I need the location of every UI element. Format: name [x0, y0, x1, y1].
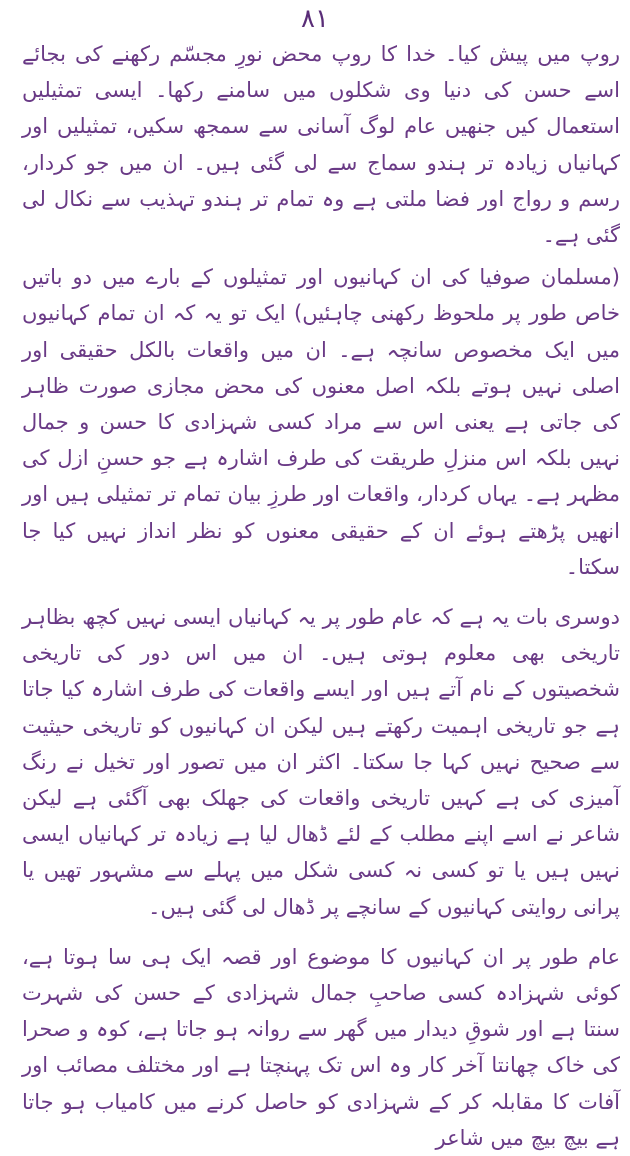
paragraph-4: عام طور پر ان کہانیوں کا موضوع اور قصہ ایک ہی سا ہوتا ہے، کوئی شہزادہ کسی صاحبِ جمال شہزادی کے حسن کی شہرت سنتا ہے اور شوقِ دیدار میں گھر سے روانہ ہو جاتا ہے، کوہ و صحرا کی خاک چھانتا آخر کار وہ اس تک پہنچتا ہے اور مختلف مصائب اور آفات کا مقابلہ کر کے شہزادی کو حاصل کرنے میں کامیاب ہو جاتا ہے بیچ بیچ میں شاعر: [22, 944, 620, 1150]
page-body: [22, 36, 620, 1156]
paragraph-2: (مسلمان صوفیا کی ان کہانیوں اور تمثیلوں کے بارے میں دو باتیں خاص طور پر ملحوظ رکھنی چاہئیں) ایک تو یہ کہ ان تمام کہانیوں میں ایک مخصوص سانچہ ہے۔ ان میں واقعات بالکل حقیقی اور اصلی نہیں ہوتے بلکہ اصل معنوں کی محض مجازی صورت ظاہر کی جاتی ہے یعنی اس سے مراد کسی شہزادی کا حسن و جمال نہیں بلکہ اس منزلِ طریقت کی طرف اشارہ ہے جو حسنِ ازل کی مظہر ہے۔ یہاں کردار، واقعات اور طرزِ بیان تمام تر تمثیلی ہیں اور انھیں پڑھتے ہوئے ان کے حقیقی معنوں کو نظر انداز نہیں کیا جا سکتا۔: [22, 265, 620, 579]
paragraph-1: روپ میں پیش کیا۔ خدا کا روپ محض نورِ مجسّم رکھنے کی بجائے اسے حسن کی دنیا وی شکلوں میں سامنے رکھا۔ ایسی تمثیلیں استعمال کیں جنھیں عام لوگ آسانی سے سمجھ سکیں، تمثیلیں اور کہانیاں زیادہ تر ہندو سماج سے لی گئی ہیں۔ ان میں جو کردار، رسم و رواج اور فضا ملتی ہے وہ تمام تر ہندو تہذیب سے نکال لی گئی ہے۔: [22, 42, 620, 248]
paragraph-3: دوسری بات یہ ہے کہ عام طور پر یہ کہانیاں ایسی نہیں کچھ بظاہر تاریخی بھی معلوم ہوتی ہیں۔ ان میں اس دور کی تاریخی شخصیتوں کے نام آتے ہیں اور ایسے واقعات کی طرف اشارہ کیا جاتا ہے جو تاریخی اہمیت رکھتے ہیں لیکن ان کہانیوں کو تاریخی حیثیت سے صحیح نہیں کہا جا سکتا۔ اکثر ان میں تصور اور تخیل نے رنگ آمیزی کی ہے کہیں تاریخی واقعات کی جھلک بھی آگئی ہے لیکن شاعر نے اسے اپنے مطلب کے لئے ڈھال لیا ہے زیادہ تر کہانیاں ایسی نہیں ہیں یا تو کسی نہ کسی شکل میں پہلے سے مشہور تھیں یا پرانی روایتی کہانیوں کے سانچے پر ڈھال لی گئی ہیں۔: [22, 605, 620, 919]
page-number: ۸۱: [301, 4, 329, 34]
